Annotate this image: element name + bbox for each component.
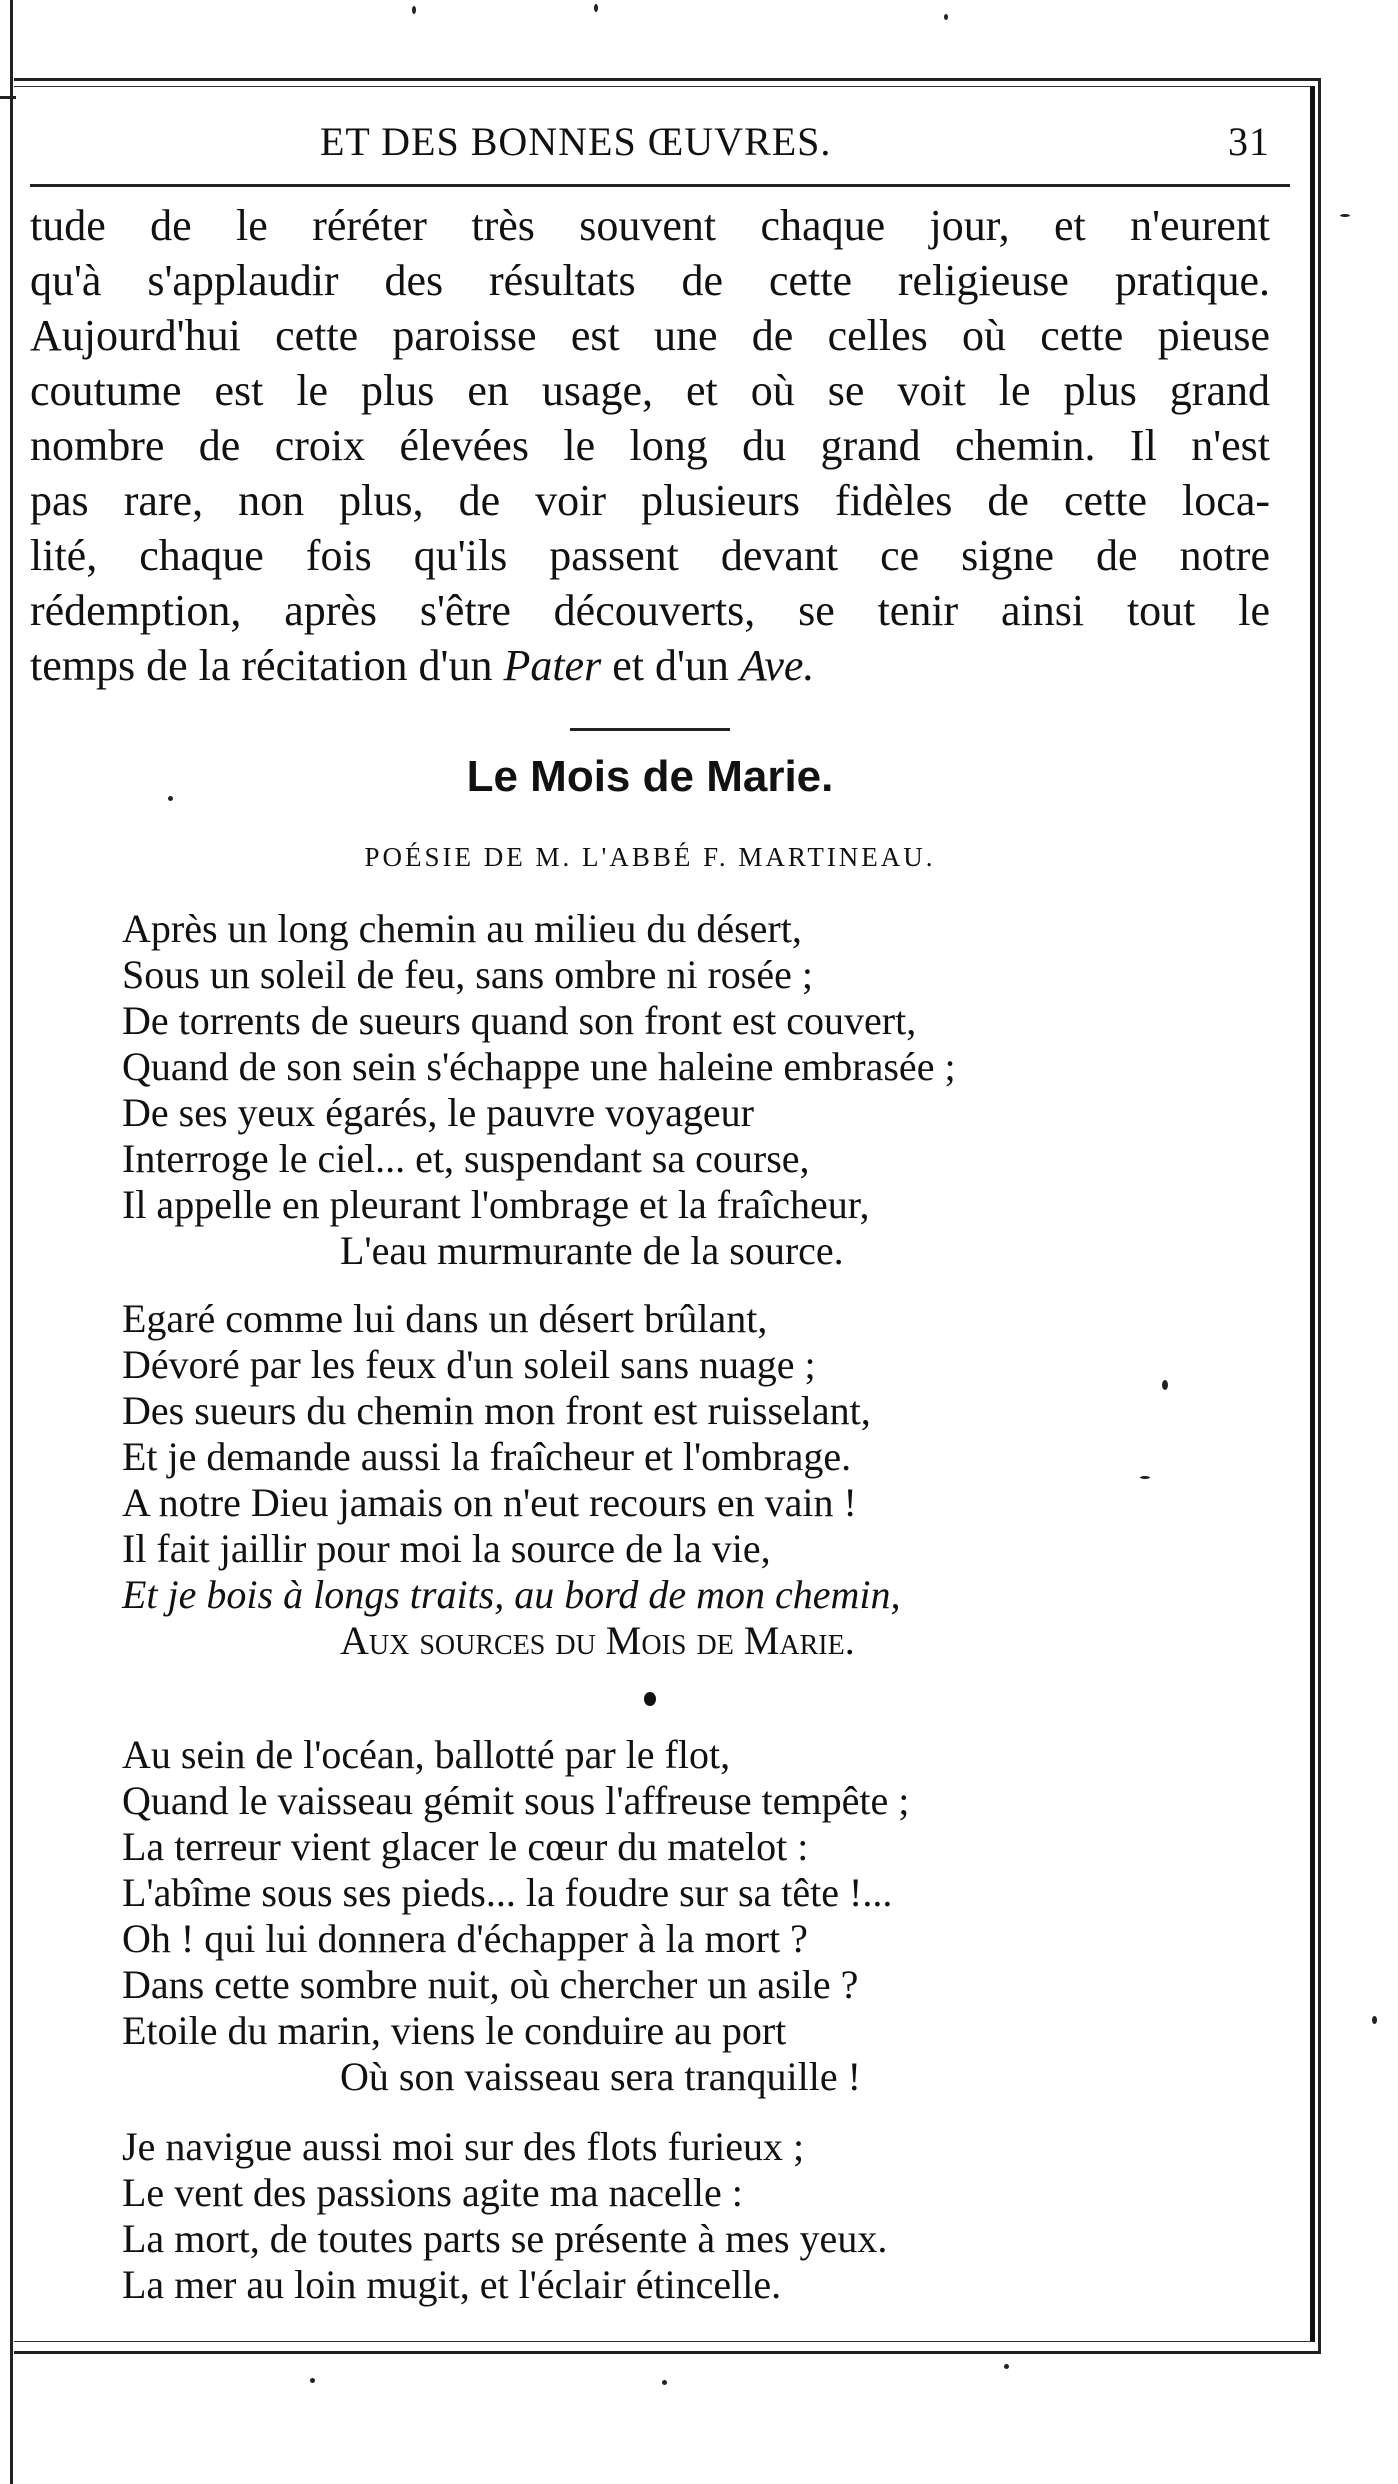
verse-line: Et je demande aussi la fraîcheur et l'ombrage. bbox=[122, 1434, 852, 1479]
prose-line: pas rare, non plus, de voir plusieurs fidèles de cette loca- bbox=[30, 476, 1270, 525]
prose-line: rédemption, après s'être découverts, se tenir ainsi tout le bbox=[30, 586, 1270, 635]
verse-line: Je navigue aussi moi sur des flots furieux ; bbox=[122, 2124, 805, 2169]
prose-line: lité, chaque fois qu'ils passent devant ce signe de notre bbox=[30, 531, 1270, 580]
print-speck bbox=[1372, 2016, 1377, 2024]
verse-line: Il appelle en pleurant l'ombrage et la fraîcheur, bbox=[122, 1182, 870, 1227]
poem-title: Le Mois de Marie. bbox=[466, 752, 834, 801]
verse-line-indented: Où son vaisseau sera tranquille ! bbox=[340, 2054, 861, 2099]
print-speck bbox=[944, 14, 948, 20]
stanza-3 bbox=[122, 1732, 1272, 2100]
page-left-border bbox=[10, 0, 13, 2484]
print-speck bbox=[310, 2378, 315, 2383]
prose-line: qu'à s'applaudir des résultats de cette religieuse pratique. bbox=[30, 256, 1270, 305]
prose-line-last bbox=[30, 638, 1270, 693]
print-speck bbox=[662, 2380, 667, 2385]
verse-line: Egaré comme lui dans un désert brûlant, bbox=[122, 1296, 768, 1341]
verse-line: Des sueurs du chemin mon front est ruisselant, bbox=[122, 1388, 871, 1433]
verse-line: Dans cette sombre nuit, où chercher un asile ? bbox=[122, 1962, 859, 2007]
verse-line: Dévoré par les feux d'un soleil sans nuage ; bbox=[122, 1342, 816, 1387]
header-rule bbox=[30, 184, 1290, 187]
print-speck bbox=[168, 796, 173, 801]
verse-line: Interroge le ciel... et, suspendant sa course, bbox=[122, 1136, 810, 1181]
prose-line: tude de le réréter très souvent chaque jour, et n'eurent bbox=[30, 201, 1270, 250]
verse-line: Quand de son sein s'échappe une haleine embrasée ; bbox=[122, 1044, 956, 1089]
prose-paragraph bbox=[30, 198, 1270, 693]
verse-line-indented: Aux sources du Mois de Marie. bbox=[340, 1618, 855, 1663]
prose-text: et d'un bbox=[601, 641, 740, 690]
page-number: 31 bbox=[1228, 119, 1270, 164]
prose-italic-pater: Pater bbox=[503, 641, 602, 690]
poem-byline: POÉSIE DE M. L'ABBÉ F. MARTINEAU. bbox=[364, 842, 936, 872]
verse-line: Au sein de l'océan, ballotté par le flot, bbox=[122, 1732, 731, 1777]
verse-line: La mort, de toutes parts se présente à mes yeux. bbox=[122, 2216, 888, 2261]
prose-line: coutume est le plus en usage, et où se voit le plus grand bbox=[30, 366, 1270, 415]
prose-line: nombre de croix élevées le long du grand chemin. Il n'est bbox=[30, 421, 1270, 470]
section-separator bbox=[570, 728, 730, 731]
stanza-ornament bbox=[644, 1692, 656, 1706]
print-speck bbox=[594, 4, 598, 12]
verse-line: La terreur vient glacer le cœur du matelot : bbox=[122, 1824, 809, 1869]
stanza-2 bbox=[122, 1296, 1272, 1664]
verse-line: La mer au loin mugit, et l'éclair étincelle. bbox=[122, 2262, 782, 2307]
verse-line: Etoile du marin, viens le conduire au port bbox=[122, 2008, 787, 2053]
verse-line: De torrents de sueurs quand son front est couvert, bbox=[122, 998, 917, 1043]
prose-line: Aujourd'hui cette paroisse est une de celles où cette pieuse bbox=[30, 311, 1270, 360]
prose-text: temps de la récitation d'un bbox=[30, 641, 504, 690]
verse-line: L'abîme sous ses pieds... la foudre sur sa tête !... bbox=[122, 1870, 893, 1915]
running-header bbox=[30, 118, 1270, 178]
stanza-1 bbox=[122, 906, 1272, 1274]
verse-line-italic: Et je bois à longs traits, au bord de mon chemin, bbox=[122, 1572, 901, 1617]
verse-line: De ses yeux égarés, le pauvre voyageur bbox=[122, 1090, 754, 1135]
running-title: ET DES BONNES ŒUVRES. bbox=[320, 119, 832, 164]
verse-line: Le vent des passions agite ma nacelle : bbox=[122, 2170, 743, 2215]
print-speck bbox=[1340, 214, 1350, 217]
print-speck bbox=[1162, 1380, 1168, 1390]
verse-line: Sous un soleil de feu, sans ombre ni rosée ; bbox=[122, 952, 813, 997]
verse-line: Oh ! qui lui donnera d'échapper à la mort ? bbox=[122, 1916, 808, 1961]
prose-italic-ave: Ave. bbox=[739, 641, 815, 690]
verse-line: Quand le vaisseau gémit sous l'affreuse tempête ; bbox=[122, 1778, 910, 1823]
print-speck bbox=[1004, 2364, 1009, 2369]
print-speck bbox=[412, 6, 416, 14]
verse-line-indented: L'eau murmurante de la source. bbox=[340, 1228, 844, 1273]
verse-line: Il fait jaillir pour moi la source de la vie, bbox=[122, 1526, 771, 1571]
verse-line: A notre Dieu jamais on n'eut recours en vain ! bbox=[122, 1480, 857, 1525]
verse-line: Après un long chemin au milieu du désert, bbox=[122, 906, 802, 951]
stanza-4 bbox=[122, 2124, 1272, 2308]
print-speck bbox=[1140, 1476, 1150, 1479]
